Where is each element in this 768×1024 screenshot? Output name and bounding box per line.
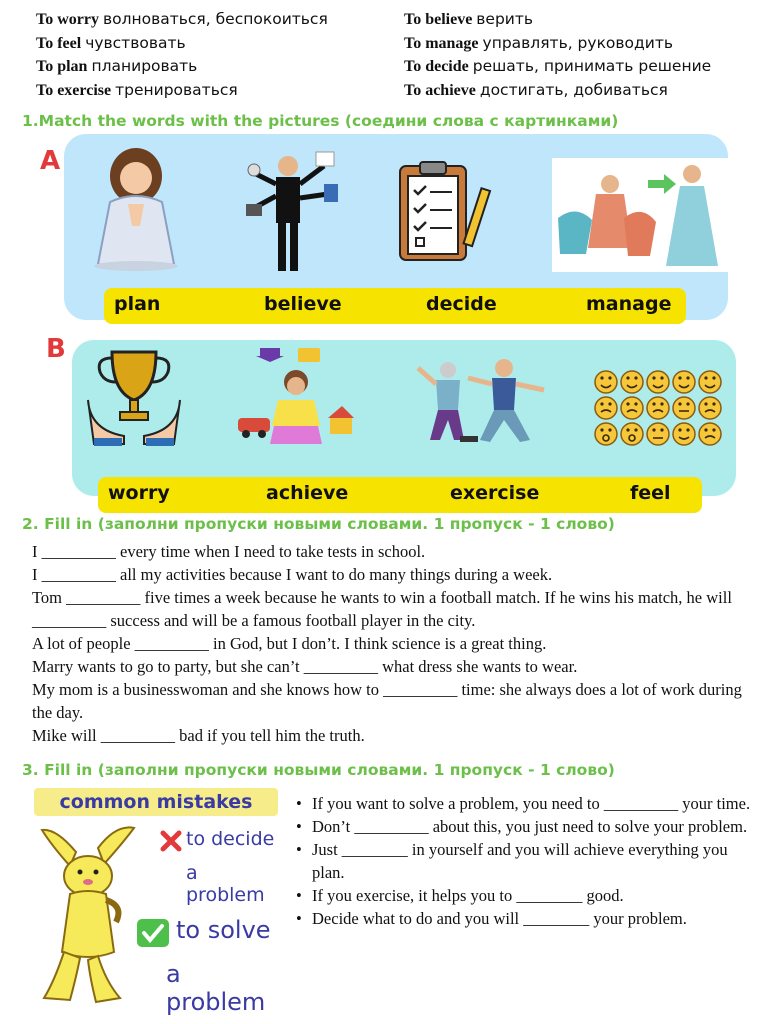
task3-items	[296, 792, 752, 930]
busy-businessman-picture	[244, 150, 344, 274]
vocab-ru: тренироваться	[115, 80, 238, 99]
list-item: • If you exercise, it helps you to ________ good.	[296, 884, 752, 907]
stressed-woman-picture	[236, 344, 354, 448]
word-exercise: exercise	[450, 482, 540, 504]
word-manage: manage	[586, 293, 672, 315]
list-item: • Just ________ in yourself and you will achieve everything you plan.	[296, 838, 752, 884]
vocab-row	[404, 8, 711, 32]
vocab-ru: достигать, добиваться	[479, 80, 668, 99]
word-achieve: achieve	[266, 482, 349, 504]
vocab-ru: управлять, руководить	[482, 33, 673, 52]
vocab-ru: верить	[476, 10, 534, 28]
sentence: I _________ all my activities because I want to do many things during a week.	[32, 565, 553, 584]
vocab-en: To exercise	[36, 81, 112, 99]
word-feel: feel	[630, 482, 671, 504]
check-mark-icon	[136, 918, 170, 948]
vocab-ru: чувствовать	[85, 33, 186, 52]
list-item: • Decide what to do and you will ________ your problem.	[296, 907, 752, 930]
common-mistakes-image	[32, 786, 282, 1016]
worried-girl-picture	[88, 142, 184, 272]
task2-title: 2. Fill in (заполни пропуски новыми словами. 1 пропуск - 1 слово)	[22, 515, 615, 533]
checklist-clipboard-picture	[396, 158, 492, 264]
task3-title: 3. Fill in (заполни пропуски новыми словами. 1 пропуск - 1 слово)	[22, 761, 615, 779]
word-believe: believe	[264, 293, 342, 315]
choosing-dress-picture	[552, 158, 730, 272]
vocab-en: To feel	[36, 34, 82, 52]
vocab-en: To decide	[404, 58, 469, 75]
wrong-phrase-line2: a problem	[186, 862, 265, 906]
trophy-hands-picture	[84, 344, 184, 448]
vocab-row	[36, 79, 328, 103]
task2-sentences	[32, 540, 744, 747]
vocab-ru: волноваться, беспокоиться	[102, 10, 328, 28]
word-plan: plan	[114, 293, 161, 315]
right-phrase-line1: to solve	[176, 916, 271, 944]
sentence: Mike will _________ bad if you tell him the truth.	[32, 726, 365, 745]
vocab-row	[404, 55, 711, 79]
list-item: • If you want to solve a problem, you need to _________ your time.	[296, 792, 752, 815]
vocab-en: To achieve	[404, 81, 476, 99]
common-mistakes-heading: common mistakes	[34, 788, 278, 816]
vocabulary-right	[404, 8, 711, 102]
vocab-en: To believe	[404, 11, 473, 28]
vocab-en: To worry	[36, 11, 99, 28]
word-worry: worry	[108, 482, 170, 504]
word-bar-b	[98, 477, 702, 513]
sentence: Tom _________ five times a week because he wants to win a football match. If he wins his match, he will _________ success and will be a famous football player in the city.	[32, 588, 732, 630]
group-b-marker: B	[46, 334, 66, 364]
vocab-en: To plan	[36, 58, 88, 75]
vocabulary-left	[36, 8, 328, 102]
vocab-ru: планировать	[91, 57, 198, 75]
right-phrase-line2: a problem	[166, 960, 266, 1016]
word-decide: decide	[426, 293, 497, 315]
vocab-en: To manage	[404, 34, 479, 52]
wrong-phrase-line1: to decide	[186, 828, 275, 850]
list-item: • Don’t _________ about this, you just need to solve your problem.	[296, 815, 752, 838]
vocab-row	[404, 79, 711, 103]
vocab-row	[36, 55, 328, 79]
task1-title: 1.Match the words with the pictures (соедини слова с картинками)	[22, 112, 619, 130]
vocab-row	[36, 32, 328, 56]
sentence: My mom is a businesswoman and she knows how to _________ time: she always does a lot of work during the day.	[32, 680, 742, 722]
cross-mark-icon	[160, 830, 182, 852]
emotion-faces-picture	[594, 370, 732, 448]
sentence: Marry wants to go to party, but she can’t _________ what dress she wants to wear.	[32, 657, 578, 676]
rabbit-picture	[36, 822, 146, 1010]
group-a-marker: A	[40, 146, 61, 176]
word-bar-a	[104, 288, 686, 324]
vocab-row	[36, 8, 328, 32]
seniors-exercising-picture	[408, 356, 554, 448]
vocab-row	[404, 32, 711, 56]
sentence: A lot of people _________ in God, but I don’t. I think science is a great thing.	[32, 634, 547, 653]
vocab-ru: решать, принимать решение	[472, 57, 712, 75]
sentence: I _________ every time when I need to take tests in school.	[32, 542, 426, 561]
